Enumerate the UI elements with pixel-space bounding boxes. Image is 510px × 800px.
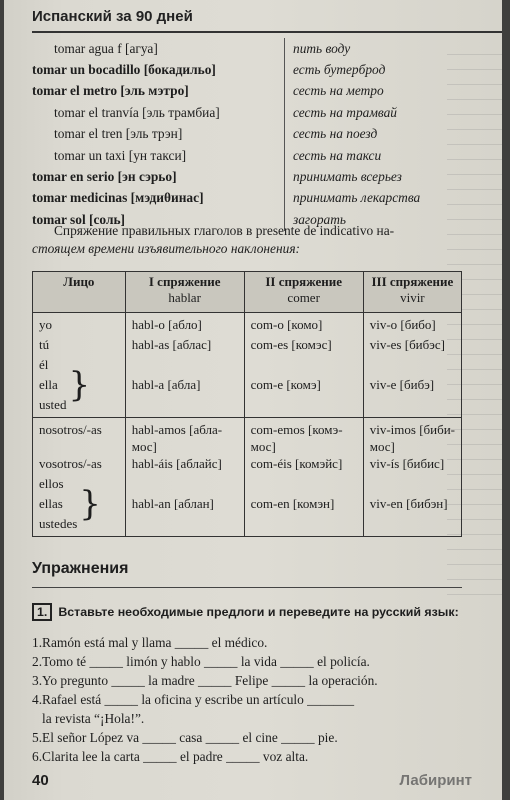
vocab-russian: есть бутерброд: [284, 59, 452, 80]
vocab-russian: принимать лекарства: [284, 188, 452, 209]
vocab-russian: сесть на трамвай: [284, 102, 452, 123]
form: habl-a [абла]: [131, 377, 201, 392]
vocab-spanish: tomar un bocadillo [бокадильо]: [32, 62, 216, 78]
persons-singular: [33, 313, 126, 418]
vocab-row: [32, 145, 452, 166]
form: com-en [комэн]: [250, 496, 335, 511]
brace-icon: }: [68, 365, 91, 405]
person-usted: usted: [39, 397, 67, 412]
form: viv-imos [биби-: [369, 422, 455, 437]
task-instruction: [32, 603, 459, 621]
task-number: 1.: [32, 603, 52, 621]
form: com-éis [комэйс]: [250, 456, 343, 471]
exercise-line: 3.Yo pregunto _____ la madre _____ Felipe _____ la operación.: [32, 673, 378, 688]
intro-line-2: стоящем времени изъявительного наклонения:: [32, 241, 301, 256]
exercises-heading: Упражнения: [32, 560, 129, 577]
conj1-plural: [125, 418, 244, 537]
person-ellos: ellos: [39, 476, 64, 491]
form: мос]: [250, 439, 276, 454]
vocab-spanish: tomar el metro [эль мэтро]: [32, 83, 189, 99]
vocab-row: [32, 124, 452, 145]
watermark-logo: Лабиринт: [399, 772, 472, 789]
header-rule: [32, 31, 502, 33]
exercise-line: 1.Ramón está mal y llama _____ el médico.: [32, 635, 268, 650]
vocab-russian: загорать: [284, 209, 452, 230]
form: com-emos [комэ-: [250, 422, 343, 437]
person-vosotros: vosotros/-as: [39, 456, 102, 471]
exercise-line: 2.Tomo té _____ limón y hablo _____ la vida _____ el policía.: [32, 654, 370, 669]
exercise-line: la revista “¡Hola!”.: [42, 711, 145, 726]
conjugation-table: [32, 271, 462, 537]
conj3-plural: [363, 418, 461, 537]
header-conj-1: I спряжение hablar: [125, 272, 244, 313]
form: viv-en [бибэн]: [369, 496, 448, 511]
form: habl-o [абло]: [131, 317, 202, 332]
book-page: [4, 0, 502, 800]
conjugation-intro: [32, 222, 464, 258]
person-ustedes: ustedes: [39, 516, 78, 531]
vocab-russian: сесть на метро: [284, 81, 452, 102]
vocab-spanish: tomar medicinas [мэдиθинас]: [32, 190, 204, 206]
person-ella: ella: [39, 377, 58, 392]
exercise-line: 5.El señor López va _____ casa _____ el cine _____ pie.: [32, 730, 338, 745]
exercise-list: [32, 633, 462, 766]
vocab-row: [32, 81, 452, 102]
vocab-row: [32, 102, 452, 123]
table-header-row: [33, 272, 462, 313]
form: habl-an [аблан]: [131, 496, 214, 511]
page-number: 40: [32, 772, 49, 789]
header-person: Лицо: [33, 272, 126, 313]
running-header: Испанский за 90 дней: [32, 8, 193, 25]
person-tu: tú: [39, 337, 50, 352]
vocab-spanish: tomar el tren [эль трэн]: [54, 126, 183, 142]
vocab-spanish: tomar un taxi [ун такси]: [54, 147, 187, 163]
task-text: Вставьте необходимые предлоги и переведите на русский язык:: [58, 605, 459, 619]
form: habl-áis [аблайс]: [131, 456, 222, 471]
vocab-russian: сесть на такси: [284, 145, 452, 166]
vocab-russian: пить воду: [284, 38, 452, 59]
conj1-singular: [125, 313, 244, 418]
conj2-singular: [244, 313, 363, 418]
form: viv-es [бибэс]: [369, 337, 445, 352]
table-row-singular: [33, 313, 462, 418]
conj2-plural: [244, 418, 363, 537]
form: viv-o [бибо]: [369, 317, 436, 332]
form: viv-ís [бибис]: [369, 456, 445, 471]
exercise-line: 6.Clarita lee la carta _____ el padre _____ voz alta.: [32, 749, 309, 764]
form: viv-e [бибэ]: [369, 377, 435, 392]
exercises-rule: [32, 587, 462, 588]
vocab-spanish: tomar agua f [агуа]: [54, 40, 158, 56]
vocab-russian: принимать всерьез: [284, 166, 452, 187]
form: мос]: [369, 439, 395, 454]
person-nosotros: nosotros/-as: [39, 422, 102, 437]
vocab-row: [32, 188, 452, 209]
person-yo: yo: [39, 317, 52, 332]
vocab-spanish: tomar el tranvía [эль трамбиа]: [54, 104, 220, 120]
brace-icon: }: [79, 484, 101, 524]
form: com-es [комэс]: [250, 337, 332, 352]
vocab-row: [32, 59, 452, 80]
form: habl-amos [абла-: [131, 422, 223, 437]
persons-plural: [33, 418, 126, 537]
person-el: él: [39, 357, 49, 372]
form: habl-as [аблас]: [131, 337, 212, 352]
form: мос]: [131, 439, 157, 454]
vocabulary-list: [32, 38, 452, 231]
vocab-row: [32, 38, 452, 59]
intro-line-1: Спряжение правильных глаголов в presente de indicativo на-: [54, 223, 395, 238]
form: com-o [комо]: [250, 317, 323, 332]
header-conj-3: III спряжение vivir: [363, 272, 461, 313]
person-ellas: ellas: [39, 496, 63, 511]
header-conj-2: II спряжение comer: [244, 272, 363, 313]
form: com-e [комэ]: [250, 377, 321, 392]
exercise-line: 4.Rafael está _____ la oficina y escribe un artículo _______: [32, 692, 355, 707]
vocab-russian: сесть на поезд: [284, 124, 452, 145]
vocab-row: [32, 166, 452, 187]
vocab-spanish: tomar en serio [эн сэрьо]: [32, 169, 177, 185]
table-row-plural: [33, 418, 462, 537]
conj3-singular: [363, 313, 461, 418]
vocab-spanish: tomar sol [соль]: [32, 211, 126, 227]
